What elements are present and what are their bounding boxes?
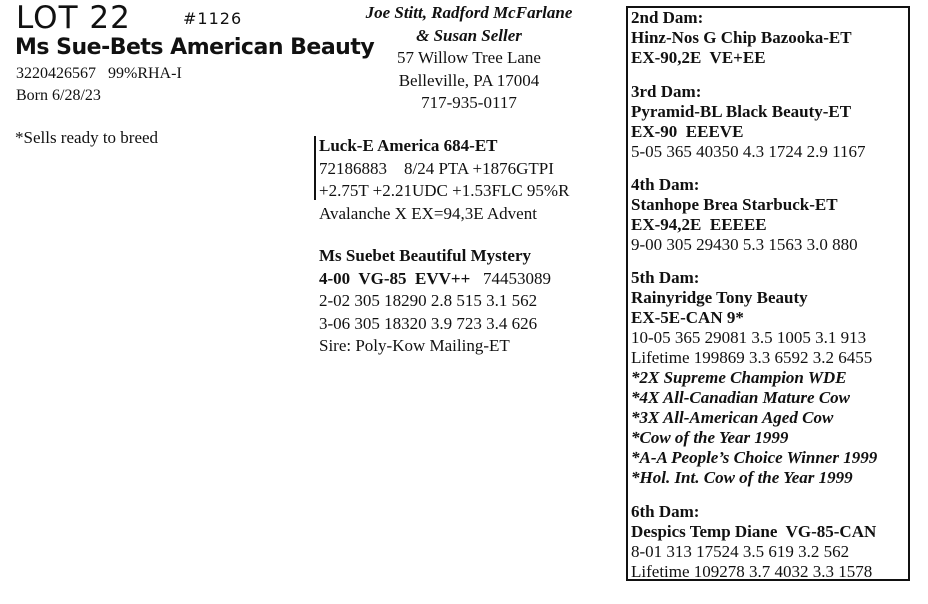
registration-number: 3220426567 99%RHA-I xyxy=(16,65,182,82)
fifth-dam-record: 10-05 365 29081 3.5 1005 3.1 913 xyxy=(631,328,867,347)
third-dam-record: 5-05 365 40350 4.3 1724 2.9 1167 xyxy=(631,142,866,161)
fifth-dam-name: Rainyridge Tony Beauty xyxy=(631,288,808,307)
fifth-dam-honor: *Hol. Int. Cow of the Year 1999 xyxy=(631,468,853,487)
fifth-dam-block xyxy=(631,268,877,488)
dam-name: Ms Suebet Beautiful Mystery xyxy=(319,246,532,265)
birth-date: Born 6/28/23 xyxy=(16,87,101,104)
sixth-dam-record: 8-01 313 17524 3.5 619 3.2 562 xyxy=(631,542,850,561)
second-dam-class: EX-90,2E VE+EE xyxy=(631,48,766,67)
sire-block xyxy=(319,135,569,225)
third-dam-block xyxy=(631,82,866,162)
fifth-dam-record: Lifetime 199869 3.3 6592 3.2 6455 xyxy=(631,348,873,367)
lot-label: LOT 22 xyxy=(16,0,131,36)
third-dam-label: 3rd Dam: xyxy=(631,82,702,101)
third-dam-name: Pyramid-BL Black Beauty-ET xyxy=(631,102,852,121)
consigner-block xyxy=(315,2,623,115)
registration-block xyxy=(16,63,182,107)
dam-registration: 74453089 xyxy=(483,268,552,288)
sixth-dam-block xyxy=(631,502,876,582)
fourth-dam-class: EX-94,2E EEEEE xyxy=(631,215,767,234)
fifth-dam-honor: *3X All-American Aged Cow xyxy=(631,408,834,427)
sale-note: *Sells ready to breed xyxy=(15,128,159,147)
sixth-dam-record: Lifetime 109278 3.7 4032 3.3 1578 xyxy=(631,562,873,581)
consigner-city: Belleville, PA 17004 xyxy=(398,70,540,90)
second-dam-label: 2nd Dam: xyxy=(631,8,704,27)
third-dam-class: EX-90 EEEVE xyxy=(631,122,744,141)
lot-number: #1126 xyxy=(183,9,243,28)
sixth-dam-label: 6th Dam: xyxy=(631,502,700,521)
fifth-dam-honor: *Cow of the Year 1999 xyxy=(631,428,789,447)
second-dam-name: Hinz-Nos G Chip Bazooka-ET xyxy=(631,28,852,47)
consigner-names-2: & Susan Seller xyxy=(416,25,522,45)
consigner-address: 57 Willow Tree Lane xyxy=(397,48,541,67)
sire-line: 72186883 8/24 PTA +1876GTPI xyxy=(319,158,554,178)
cow-name: Ms Sue-Bets American Beauty xyxy=(15,35,375,60)
fourth-dam-block xyxy=(631,175,858,255)
dam-block xyxy=(319,245,551,358)
dam-record: 3-06 305 18320 3.9 723 3.4 626 xyxy=(319,313,538,333)
sire-name: Luck-E America 684-ET xyxy=(319,136,498,155)
dam-record: 2-02 305 18290 2.8 515 3.1 562 xyxy=(319,291,538,310)
fifth-dam-honor: *4X All-Canadian Mature Cow xyxy=(631,388,851,407)
fourth-dam-label: 4th Dam: xyxy=(631,175,700,194)
dam-sire: Sire: Poly-Kow Mailing-ET xyxy=(319,336,510,355)
fourth-dam-record: 9-00 305 29430 5.3 1563 3.0 880 xyxy=(631,235,858,254)
dam-classification: 4-00 VG-85 EVV++ xyxy=(319,268,471,288)
sire-line: Avalanche X EX=94,3E Advent xyxy=(319,203,537,223)
fifth-dam-honor: *2X Supreme Champion WDE xyxy=(631,368,847,387)
fifth-dam-honor: *A-A People’s Choice Winner 1999 xyxy=(631,448,878,467)
sixth-dam-name: Despics Temp Diane VG-85-CAN xyxy=(631,522,877,541)
fourth-dam-name: Stanhope Brea Starbuck-ET xyxy=(631,195,838,214)
second-dam-block xyxy=(631,8,852,68)
fifth-dam-label: 5th Dam: xyxy=(631,268,700,287)
sire-line: +2.75T +2.21UDC +1.53FLC 95%R xyxy=(319,181,570,200)
consigner-phone: 717-935-0117 xyxy=(421,93,517,112)
fifth-dam-class: EX-5E-CAN 9* xyxy=(631,308,744,327)
consigner-names: Joe Stitt, Radford McFarlane xyxy=(365,3,573,22)
